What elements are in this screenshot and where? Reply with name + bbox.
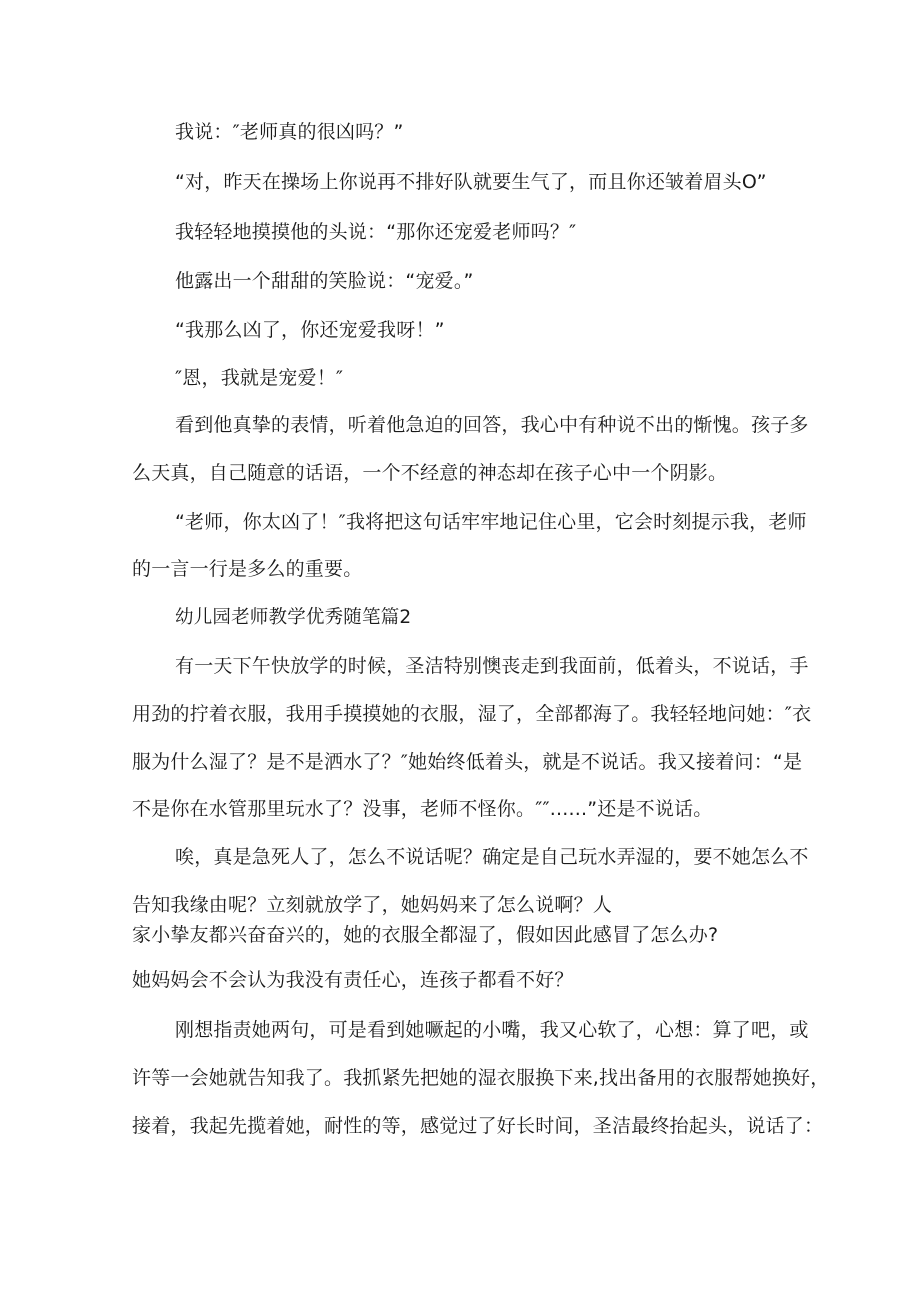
text-line: 我说：″老师真的很凶吗？” [175,121,404,143]
text-line: ″恩，我就是宠爱！″ [175,367,344,389]
text-line: 服为什么湿了？是不是洒水了？″她始终低着头，就是不说话。我又接着问：“是 [132,751,803,773]
text-line: 不是你在水管那里玩水了？没事，老师不怪你。″″......”还是不说话。 [132,798,713,820]
text-line: 许等一会她就告知我了。我抓紧先把她的湿衣服换下来,找出备用的衣服帮她换好， [132,1067,830,1089]
text-line: 么天真，自己随意的话语，一个不经意的神态却在孩子心中一个阴影。 [132,462,728,484]
text-line: 家小挚友都兴奋奋兴的，她的衣服全都湿了，假如因此感冒了怎么办? [132,924,719,946]
text-line: “对，昨天在操场上你说再不排好队就要生气了，而且你还皱着眉头O” [175,171,767,193]
text-line: 有一天下午快放学的时候，圣洁特别懊丧走到我面前，低着头，不说话，手 [175,655,809,677]
text-line: 刚想指责她两句，可是看到她噘起的小嘴，我又心软了，心想：算了吧，或 [175,1019,809,1041]
text-line: 我轻轻地摸摸他的头说：“那你还宠爱老师吗？″ [175,221,577,243]
text-line: “我那么凶了，你还宠爱我呀！” [175,319,445,341]
text-line: 接着，我起先揽着她，耐性的等，感觉过了好长时间，圣洁最终抬起头，说话了： [132,1115,824,1137]
text-line: 的一言一行是多么的重要。 [132,558,363,580]
text-line: 她妈妈会不会认为我没有责任心，连孩子都看不好？ [132,969,574,991]
text-line: 唉，真是急死人了，怎么不说话呢？确定是自己玩水弄湿的，要不她怎么不 [175,846,809,868]
text-line: 看到他真挚的表情，听着他急迫的回答，我心中有种说不出的惭愧。孩子多 [175,414,809,436]
text-line: 用劲的拧着衣服，我用手摸摸她的衣服，湿了，全部都海了。我轻轻地问她：″衣 [132,703,812,725]
text-line: 他露出一个甜甜的笑脸说：“宠爱。” [175,270,474,292]
text-line: “老师，你太凶了！″我将把这句话牢牢地记住心里，它会时刻提示我，老师 [175,511,807,533]
text-line: 告知我缘由呢？立刻就放学了，她妈妈来了怎么说啊？人 [132,894,613,916]
section-heading: 幼儿园老师教学优秀随笔篇2 [175,607,412,628]
